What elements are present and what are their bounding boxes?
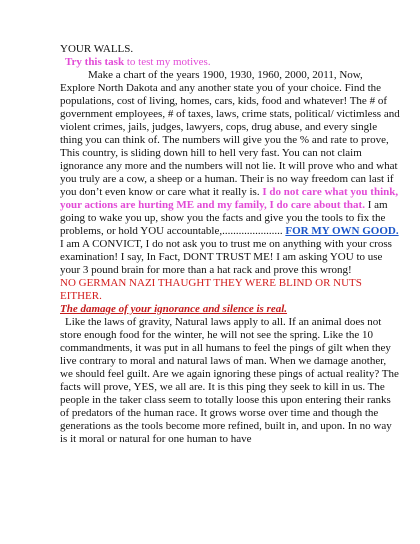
- heading: YOUR WALLS.: [60, 43, 134, 55]
- subheading: The damage of your ignorance and silence is real.: [60, 303, 288, 315]
- paragraph-2-text: Like the laws of gravity, Natural laws apply to all. If an animal does not store enough food for the winter, he will not see the spring. Like the 10 commandments, it was put in all humans to feel the pings of gilt when they live contrary to moral and natural laws of man. When we damage another, we should feel guilt. Are we again ignoring these pings of actual reality? The facts will prove, YES, we all are. It is this ping they seek to kill in us. The people in the taker class seem to totally loose this upon entering their ranks of predators of the human race. It grows worse over time and though the generations as the tools become more refined, built in, and upon. In no way is it moral or natural for one human to have: [60, 316, 399, 445]
- task-label: Try this task: [65, 56, 125, 68]
- document-page: [60, 43, 400, 446]
- own-good-link[interactable]: FOR MY OWN GOOD.: [285, 225, 399, 237]
- paragraph-1-text: Make a chart of the years 1900, 1930, 1960, 2000, 2011, Now, Explore North Dakota and any another state you of your choice. Find the populations, cost of living, homes, cars, kids, food and whatever! The # of government employees, # of taxes, laws, crime stats, political/ victimless and violent crimes, jails, judges, lawyers, cops, drug abuse, and every single thing you can think of. The numbers will give you the % and rate to prove, This country, is sliding down hill to hell very fast. You can not claim ignorance any more and the numbers will not lie. It will prove who and what you truly are a cow, a sheep or a human. Their is no way freedom can last if you don’t even know or care what it really is.: [60, 69, 400, 198]
- task-line: [60, 56, 400, 69]
- paragraph-1-text-3: I am A CONVICT, I do not ask you to trust me on anything with your cross examination! I say, In Fact, DONT TRUST ME! I am asking YOU to use your 3 pound brain for more than a hat rack and prove this wrong!: [60, 238, 392, 276]
- paragraph-1-text-2: I am going to wake you up, show you the facts and give you the tools to fix the problems, or hold YOU accountable,......................: [60, 199, 388, 237]
- paragraph-2: [60, 316, 400, 446]
- task-rest: to test my motives.: [124, 56, 211, 68]
- nazi-line: NO GERMAN NAZI THAUGHT THEY WERE BLIND OR NUTS EITHER.: [60, 277, 362, 302]
- paragraph-1-emphasis: I do not care what you think, your actions are hurting ME and my family, I do care about that.: [60, 186, 399, 211]
- paragraph-1: [60, 69, 400, 277]
